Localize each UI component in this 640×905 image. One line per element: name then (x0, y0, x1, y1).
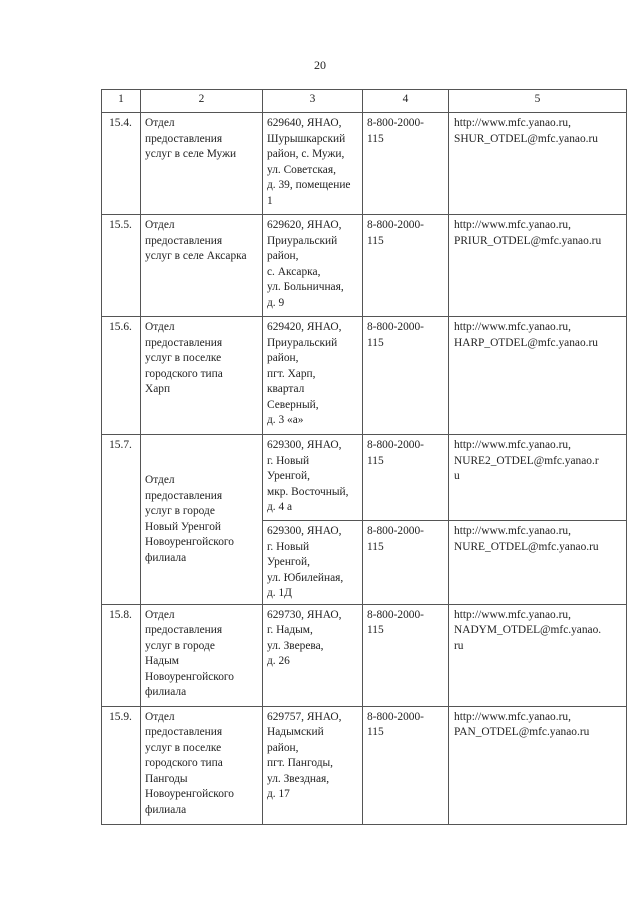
office-phone: 8-800-2000- 115 (363, 215, 449, 317)
office-name: Отдел предоставления услуг в селе Мужи (141, 113, 263, 215)
office-phone: 8-800-2000- 115 (363, 604, 449, 706)
row-number: 15.6. (102, 317, 141, 435)
office-name: Отдел предоставления услуг в селе Аксарка (141, 215, 263, 317)
office-phone: 8-800-2000- 115 (363, 435, 449, 521)
office-contacts: http://www.mfc.yanao.ru, NADYM_OTDEL@mfc.yanao. ru (449, 604, 627, 706)
office-name: Отдел предоставления услуг в городе Надым Новоуренгойского филиала (141, 604, 263, 706)
table-row (102, 604, 627, 706)
office-address: 629300, ЯНАО, г. Новый Уренгой, ул. Юбилейная, д. 1Д (263, 521, 363, 605)
office-contacts: http://www.mfc.yanao.ru, NURE2_OTDEL@mfc.yanao.r u (449, 435, 627, 521)
table-row (102, 317, 627, 435)
offices-table (101, 89, 627, 825)
office-phone: 8-800-2000- 115 (363, 706, 449, 824)
table-row (102, 435, 627, 521)
row-number: 15.9. (102, 706, 141, 824)
office-address: 629420, ЯНАО, Приуральский район, пгт. Харп, квартал Северный, д. 3 «а» (263, 317, 363, 435)
office-contacts: http://www.mfc.yanao.ru, HARP_OTDEL@mfc.yanao.ru (449, 317, 627, 435)
header-row (102, 90, 627, 113)
table-row (102, 706, 627, 824)
row-number: 15.8. (102, 604, 141, 706)
office-address: 629730, ЯНАО, г. Надым, ул. Зверева, д. 26 (263, 604, 363, 706)
office-name: Отдел предоставления услуг в поселке городского типа Пангоды Новоуренгойского филиала (141, 706, 263, 824)
office-phone: 8-800-2000- 115 (363, 521, 449, 605)
column-header-4: 4 (363, 90, 449, 113)
row-number: 15.7. (102, 435, 141, 605)
office-contacts: http://www.mfc.yanao.ru, NURE_OTDEL@mfc.yanao.ru (449, 521, 627, 605)
page-number: 20 (314, 58, 326, 72)
office-address: 629757, ЯНАО, Надымский район, пгт. Пангоды, ул. Звездная, д. 17 (263, 706, 363, 824)
office-address: 629620, ЯНАО, Приуральский район, с. Аксарка, ул. Больничная, д. 9 (263, 215, 363, 317)
office-name: Отдел предоставления услуг в городе Новый Уренгой Новоуренгойского филиала (141, 435, 263, 605)
office-name: Отдел предоставления услуг в поселке городского типа Харп (141, 317, 263, 435)
row-number: 15.4. (102, 113, 141, 215)
column-header-5: 5 (449, 90, 627, 113)
table-row (102, 113, 627, 215)
column-header-3: 3 (263, 90, 363, 113)
office-contacts: http://www.mfc.yanao.ru, PRIUR_OTDEL@mfc.yanao.ru (449, 215, 627, 317)
row-number: 15.5. (102, 215, 141, 317)
office-address: 629300, ЯНАО, г. Новый Уренгой, мкр. Восточный, д. 4 а (263, 435, 363, 521)
office-address: 629640, ЯНАО, Шурышкарский район, с. Мужи, ул. Советская, д. 39, помещение 1 (263, 113, 363, 215)
office-phone: 8-800-2000- 115 (363, 317, 449, 435)
office-contacts: http://www.mfc.yanao.ru, PAN_OTDEL@mfc.yanao.ru (449, 706, 627, 824)
office-phone: 8-800-2000- 115 (363, 113, 449, 215)
office-contacts: http://www.mfc.yanao.ru, SHUR_OTDEL@mfc.yanao.ru (449, 113, 627, 215)
column-header-2: 2 (141, 90, 263, 113)
column-header-1: 1 (102, 90, 141, 113)
table-row (102, 215, 627, 317)
